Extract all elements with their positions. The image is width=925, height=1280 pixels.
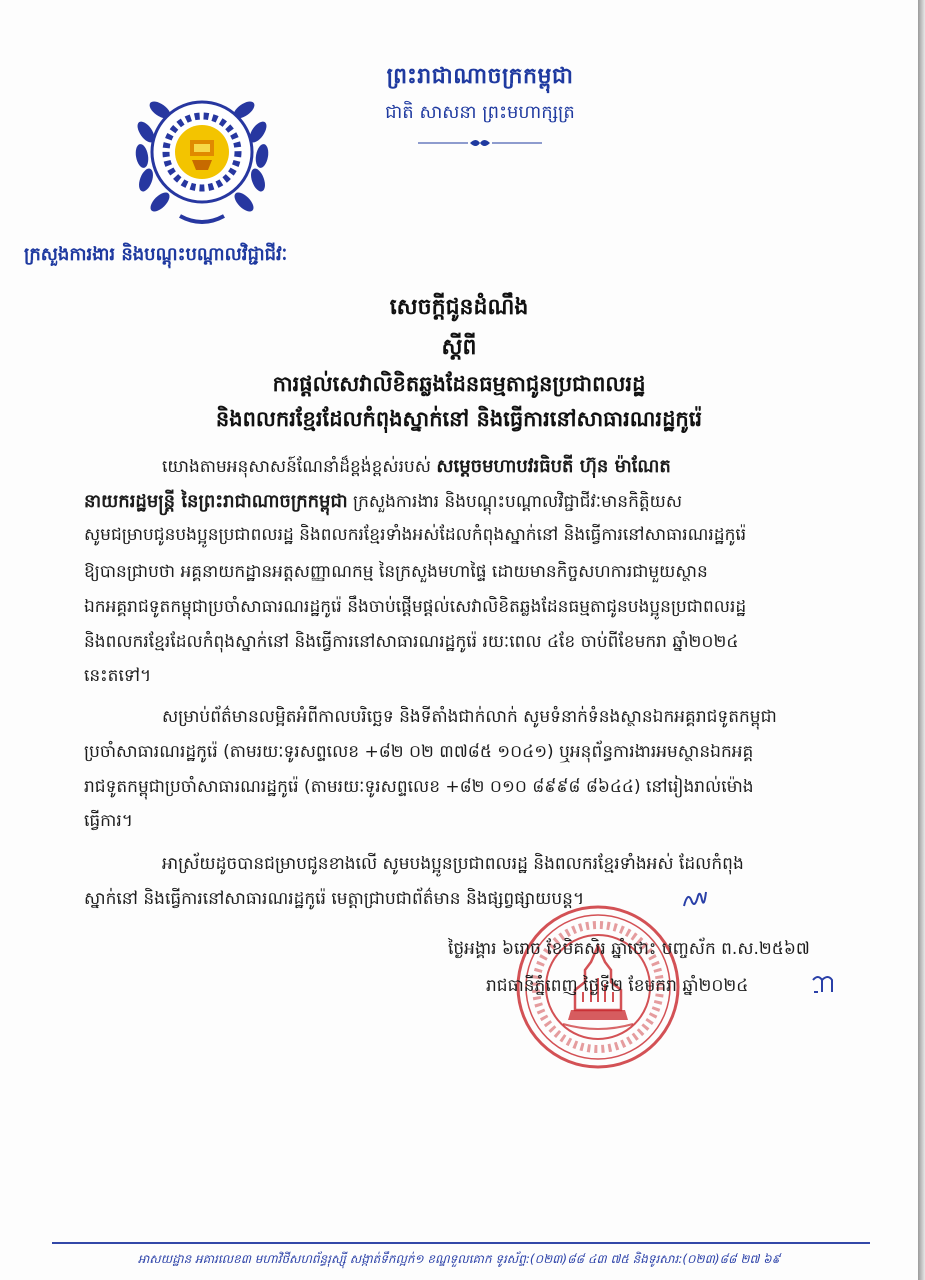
paragraph-2-line-1: សម្រាប់ព័ត៌មានលម្អិតអំពីកាលបរិច្ឆេទ និងទីតាំងជាក់លាក់ សូមទំនាក់ទំនងស្ថានឯកអគ្គរាជទូតកម្ពុជា <box>162 707 777 727</box>
dateline-solar: រាជធានីភ្នំពេញ ថ្ងៃទី២ ខែមករា ឆ្នាំ២០២៤ <box>486 976 749 996</box>
footer-address: អាសយដ្ឋាន អគារលេខ៣ មហាវិថីសហព័ន្ធរុស្ស៊ី សង្កាត់ទឹកល្អក់១ ខណ្ឌទួលគោក ទូរស័ព្ទ:(០២៣)៨៨ ៤៣ ៧៥ និងទូរសារ:(០២៣)៨៨ ២៧ ៦៩ <box>137 1252 781 1266</box>
paragraph-2-line-3: រាជទូតកម្ពុជាប្រចាំសាធារណរដ្ឋកូរ៉េ (តាមរយៈទូរសព្ទលេខ +៨២ ០១០ ៨៩៩៨ ៨៦៤៤) នៅរៀងរាល់ម៉ោង <box>84 777 754 797</box>
paragraph-1-line-6: និងពលករខ្មែរដែលកំពុងស្នាក់នៅ និងធ្វើការនៅសាធារណរដ្ឋកូរ៉េ រយៈពេល ៤ខែ ចាប់ពីខែមករា ឆ្នាំ២០២៤ <box>84 632 739 652</box>
paragraph-1-line-3: សូមជម្រាបជូនបងប្អូនប្រជាពលរដ្ឋ និងពលករខ្មែរទាំងអស់ដែលកំពុងស្នាក់នៅ និងធ្វើការនៅសាធារណរដ្ឋកូរ៉េ <box>84 525 747 545</box>
paragraph-1-ministry-text: ក្រសួងការងារ និងបណ្តុះបណ្តាលវិជ្ជាជីវៈមានកិត្តិយស <box>347 492 683 512</box>
notice-subject-line-1: ការផ្តល់សេវាលិខិតឆ្លងដែនធម្មតាជូនប្រជាពលរដ្ឋ <box>272 371 646 396</box>
ministry-logo <box>128 82 276 230</box>
paragraph-2-line-2: ប្រចាំសាធារណរដ្ឋកូរ៉េ (តាមរយៈទូរសព្ទលេខ +៨២ ០២ ៣៧៨៥ ១០៤១) ឬអនុព័ន្ធការងារអមស្ថានឯកអគ្គ <box>84 742 754 762</box>
paragraph-1-line-1 <box>162 454 671 481</box>
notice-subject-label: ស្តីពី <box>441 334 477 360</box>
national-motto: ជាតិ សាសនា ព្រះមហាក្សត្រ <box>385 102 575 123</box>
dateline-lunar: ថ្ងៃអង្គារ ៦រោច ខែមិគសិរ ឆ្នាំថោះ បញ្ចស័ក ព.ស.២៥៦៧ <box>448 939 810 959</box>
prime-minister-title: នាយករដ្ឋមន្ត្រី នៃព្រះរាជាណាចក្រកម្ពុជា <box>84 491 348 512</box>
prime-minister-name: សម្តេចមហាបវរធិបតី ហ៊ុន ម៉ាណែត <box>436 456 671 477</box>
paragraph-2-line-4: ធ្វើការ។ <box>84 811 133 831</box>
ornament-divider <box>418 136 542 150</box>
handwritten-initial-2 <box>810 972 836 996</box>
footer-divider <box>52 1242 870 1244</box>
paragraph-1-intro: យោងតាមអនុសាសន៍ណែនាំដ៏ខ្ពង់ខ្ពស់របស់ <box>162 457 437 477</box>
paragraph-1-line-4: ឱ្យបានជ្រាបថា អគ្គនាយកដ្ឋានអត្តសញ្ញាណកម្ម នៃក្រសួងមហាផ្ទៃ ដោយមានកិច្ចសហការជាមួយស្ថាន <box>84 562 708 582</box>
handwritten-initial-1 <box>682 886 708 912</box>
paragraph-1-line-5: ឯកអគ្គរាជទូតកម្ពុជាប្រចាំសាធារណរដ្ឋកូរ៉េ នឹងចាប់ផ្តើមផ្តល់សេវាលិខិតឆ្លងដែនធម្មតាជូនបងប្អូនប្រជាពលរដ្ឋ <box>84 597 747 617</box>
notice-title: សេចក្តីជូនដំណឹង <box>389 294 529 320</box>
paragraph-1-line-7: នេះតទៅ។ <box>84 666 152 686</box>
kingdom-heading: ព្រះរាជាណាចក្រកម្ពុជា <box>386 63 574 89</box>
page-edge-shadow <box>918 0 925 1280</box>
paragraph-1-line-2 <box>84 489 682 516</box>
ministry-name: ក្រសួងការងារ និងបណ្តុះបណ្តាលវិជ្ជាជីវៈ <box>24 244 288 265</box>
paragraph-3-line-2: ស្នាក់នៅ និងធ្វើការនៅសាធារណរដ្ឋកូរ៉េ មេត្តាជ្រាបជាព័ត៌មាន និងផ្សព្វផ្សាយបន្ត។ <box>84 889 585 909</box>
paragraph-3-line-1: អាស្រ័យដូចបានជម្រាបជូនខាងលើ សូមបងប្អូនប្រជាពលរដ្ឋ និងពលករខ្មែរទាំងអស់ ដែលកំពុង <box>162 854 744 874</box>
notice-subject-line-2: និងពលករខ្មែរដែលកំពុងស្នាក់នៅ និងធ្វើការនៅសាធារណរដ្ឋកូរ៉េ <box>215 406 703 431</box>
